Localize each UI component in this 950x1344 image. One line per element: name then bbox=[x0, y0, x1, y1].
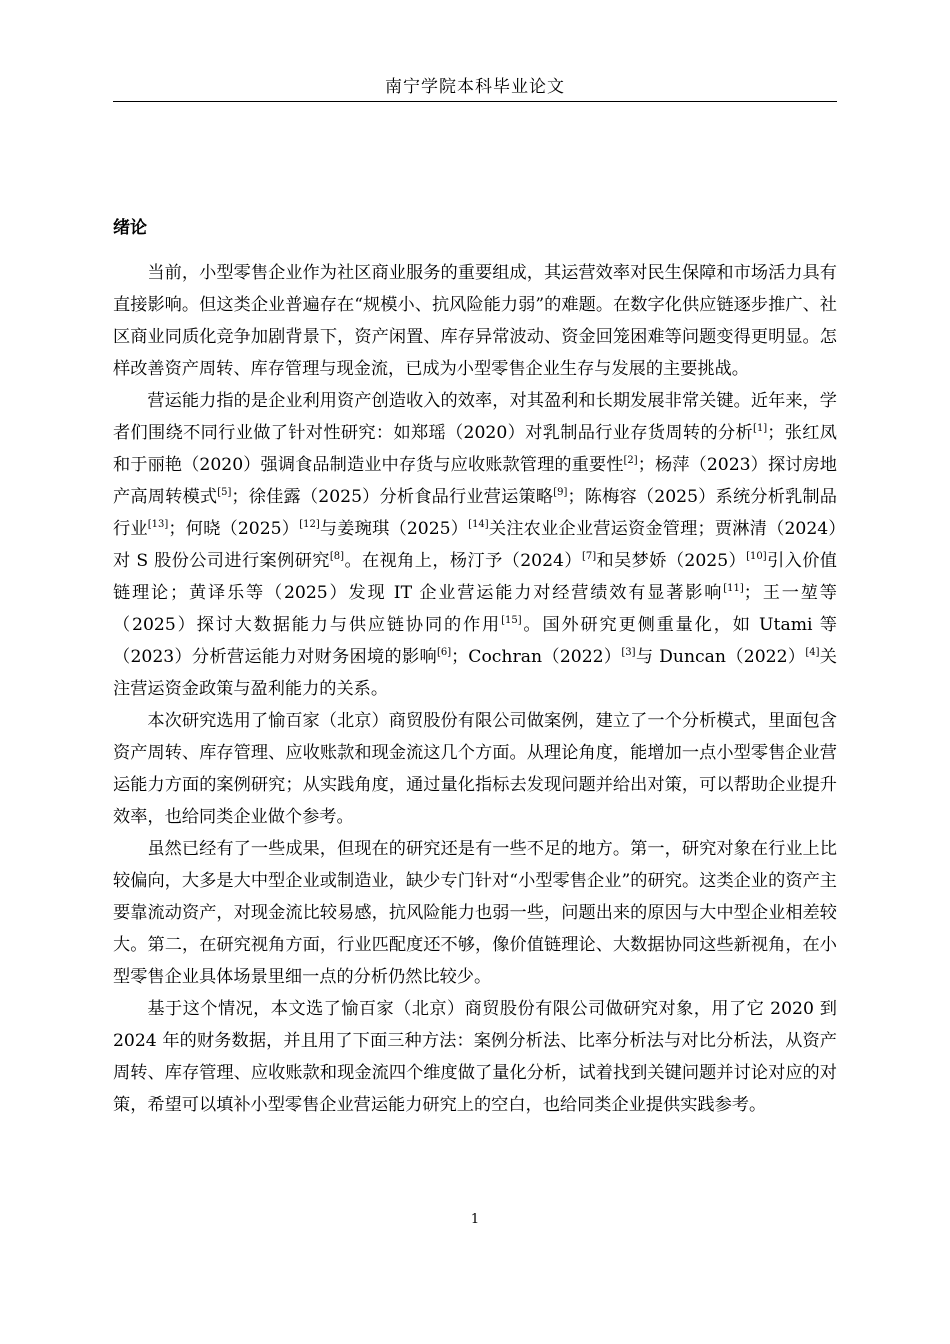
section-title: 绪论 bbox=[113, 218, 147, 238]
text-run: ；张红凤和于丽艳（2020）强调食品制造业中存货与应收账款管理的重要性 bbox=[113, 423, 837, 475]
text-run: 基于这个情况，本文选了愉百家（北京）商贸股份有限公司做研究对象，用了它 2020 到 2024 年的财务数据，并且用了下面三种方法：案例分析法、比率分析法与对比分析法，从资产周转、库存管理、应收账款和现金流四个维度做了量化分析，试着找到关键问题并讨论对应的对策，希望可以填补小型零售企业营运能力研究上的空白，也给同类企业提供实践参考。 bbox=[113, 999, 837, 1115]
body-text bbox=[113, 257, 837, 1121]
citation-marker: [11] bbox=[723, 583, 744, 594]
citation-marker: [3] bbox=[621, 647, 636, 658]
citation-marker: [7] bbox=[581, 551, 597, 562]
text-run: 当前，小型零售企业作为社区商业服务的重要组成，其运营效率对民生保障和市场活力具有直接影响。但这类企业普遍存在“规模小、抗风险能力弱”的难题。在数字化供应链逐步推广、社区商业同质化竞争加剧背景下，资产闲置、库存异常波动、资金回笼困难等问题变得更明显。怎样改善资产周转、库存管理与现金流，已成为小型零售企业生存与发展的主要挑战。 bbox=[113, 263, 837, 379]
text-run: ；Cochran（2022） bbox=[451, 647, 622, 667]
text-run: 与 Duncan（2022） bbox=[635, 647, 806, 667]
paragraph bbox=[113, 385, 837, 705]
paragraph bbox=[113, 833, 837, 993]
text-run: 引入价值链理论；黄译乐等（2025）发现 IT 企业营运能力对经营绩效有显著影响 bbox=[113, 551, 837, 603]
text-run: 与姜琬琪（2025） bbox=[319, 519, 469, 539]
citation-marker: [4] bbox=[805, 647, 820, 658]
text-run: 关注农业企业营运资金管理；贾淋清（2024）对 S 股份公司进行案例研究 bbox=[113, 519, 837, 571]
citation-marker: [8] bbox=[329, 551, 345, 562]
page-number: 1 bbox=[470, 1212, 480, 1227]
text-run: ；徐佳露（2025）分析食品行业营运策略 bbox=[231, 487, 554, 507]
citation-marker: [1] bbox=[753, 423, 768, 434]
text-run: 营运能力指的是企业利用资产创造收入的效率，对其盈利和长期发展非常关键。近年来，学者们围绕不同行业做了针对性研究：如郑瑶（2020）对乳制品行业存货周转的分析 bbox=[113, 391, 837, 443]
citation-marker: [15] bbox=[501, 615, 522, 626]
citation-marker: [13] bbox=[147, 519, 169, 530]
text-run: 。在视角上，杨汀予（2024） bbox=[344, 551, 582, 571]
text-run: 和吴梦娇（2025） bbox=[596, 551, 747, 571]
running-header: 南宁学院本科毕业论文 bbox=[385, 77, 565, 97]
citation-marker: [10] bbox=[746, 551, 767, 562]
text-run: 。国外研究更侧重量化，如 Utami 等（2023）分析营运能力对财务困境的影响 bbox=[113, 615, 837, 667]
citation-marker: [5] bbox=[217, 487, 232, 498]
citation-marker: [6] bbox=[436, 647, 452, 658]
header-rule bbox=[113, 101, 837, 102]
citation-marker: [12] bbox=[299, 519, 320, 530]
text-run: ；陈梅容（2025）系统分析乳制品行业 bbox=[113, 487, 837, 539]
citation-marker: [9] bbox=[553, 487, 568, 498]
paragraph bbox=[113, 993, 837, 1121]
text-run: ；杨萍（2023）探讨房地产高周转模式 bbox=[113, 455, 837, 507]
text-run: ；何晓（2025） bbox=[168, 519, 300, 539]
paragraph bbox=[113, 257, 837, 385]
paragraph bbox=[113, 705, 837, 833]
text-run: ；王一堃等（2025）探讨大数据能力与供应链协同的作用 bbox=[113, 583, 837, 635]
citation-marker: [2] bbox=[623, 455, 638, 466]
text-run: 关注营运资金政策与盈利能力的关系。 bbox=[113, 647, 837, 699]
text-run: 本次研究选用了愉百家（北京）商贸股份有限公司做案例，建立了一个分析模式，里面包含资产周转、库存管理、应收账款和现金流这几个方面。从理论角度，能增加一点小型零售企业营运能力方面的案例研究；从实践角度，通过量化指标去发现问题并给出对策，可以帮助企业提升效率，也给同类企业做个参考。 bbox=[113, 711, 837, 827]
citation-marker: [14] bbox=[468, 519, 489, 530]
text-run: 虽然已经有了一些成果，但现在的研究还是有一些不足的地方。第一，研究对象在行业上比较偏向，大多是大中型企业或制造业，缺少专门针对“小型零售企业”的研究。这类企业的资产主要靠流动资产，对现金流比较易感，抗风险能力也弱一些，问题出来的原因与大中型企业相差较大。第二，在研究视角方面，行业匹配度还不够，像价值链理论、大数据协同这些新视角，在小型零售企业具体场景里细一点的分析仍然比较少。 bbox=[113, 839, 837, 987]
